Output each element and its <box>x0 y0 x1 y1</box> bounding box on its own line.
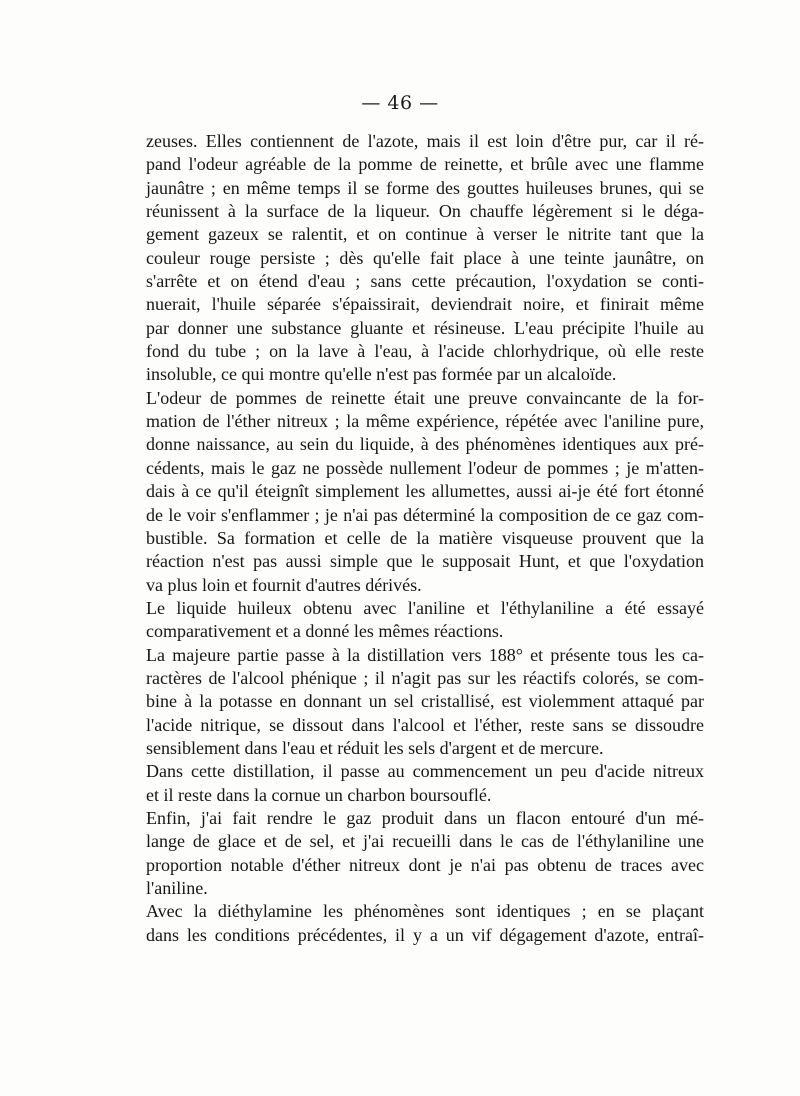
text-line: comparativement et a donné les mêmes réactions. <box>146 621 504 642</box>
text-line: réunissent à la surface de la liqueur. On chauffe légèrement si le déga- <box>146 201 704 222</box>
text-line: L'odeur de pommes de reinette était une preuve convaincante de la for- <box>146 387 704 408</box>
text-line: proportion notable d'éther nitreux dont je n'ai pas obtenu de traces avec <box>146 854 704 875</box>
text-line: Dans cette distillation, il passe au commencement un peu d'acide nitreux <box>146 761 704 782</box>
text-line: ractères de l'alcool phénique ; il n'agit pas sur les réactifs colorés, se com- <box>146 667 704 688</box>
text-line: sensiblement dans l'eau et réduit les sels d'argent et de mercure. <box>146 737 604 758</box>
text-line: Le liquide huileux obtenu avec l'aniline et l'éthylaniline a été essayé <box>146 597 704 618</box>
text-line: l'acide nitrique, se dissout dans l'alcool et l'éther, reste sans se dissoudre <box>146 714 704 735</box>
text-line: pand l'odeur agréable de la pomme de reinette, et brûle avec une flamme <box>146 154 704 175</box>
page-number: — 46 — <box>361 92 439 114</box>
text-line: mation de l'éther nitreux ; la même expérience, répétée avec l'aniline pure, <box>146 411 704 432</box>
text-line: par donner une substance gluante et résineuse. L'eau précipite l'huile au <box>146 317 704 338</box>
text-line: Enfin, j'ai fait rendre le gaz produit dans un flacon entouré d'un mé- <box>146 807 704 828</box>
text-line: dans les conditions précédentes, il y a un vif dégagement d'azote, entraî- <box>146 924 704 945</box>
text-line: nuerait, l'huile séparée s'épaissirait, deviendrait noire, et finirait même <box>146 294 704 315</box>
text-line: cédents, mais le gaz ne possède nullement l'odeur de pommes ; je m'atten- <box>146 457 704 478</box>
text-line: fond du tube ; on la lave à l'eau, à l'acide chlorhydrique, où elle reste <box>146 341 704 362</box>
text-line: lange de glace et de sel, et j'ai recueilli dans le cas de l'éthylaniline une <box>146 831 704 852</box>
text-line: de le voir s'enflammer ; je n'ai pas déterminé la composition de ce gaz com- <box>146 504 704 525</box>
text-line: réaction n'est pas aussi simple que le supposait Hunt, et que l'oxydation <box>146 551 704 572</box>
text-line: La majeure partie passe à la distillation vers 188° et présente tous les ca- <box>146 644 704 665</box>
text-line: dais à ce qu'il éteignît simplement les allumettes, aussi ai-je été fort étonné <box>146 481 704 502</box>
text-line: donne naissance, au sein du liquide, à des phénomènes identiques aux pré- <box>146 434 704 455</box>
text-line: insoluble, ce qui montre qu'elle n'est pas formée par un alcaloïde. <box>146 364 617 385</box>
body-text <box>146 130 704 947</box>
text-line: et il reste dans la cornue un charbon boursouflé. <box>146 784 492 805</box>
text-line: gement gazeux se ralentit, et on continue à verser le nitrite tant que la <box>146 224 704 245</box>
text-line: bustible. Sa formation et celle de la matière visqueuse prouvent que la <box>146 527 704 548</box>
text-line: l'aniline. <box>146 878 208 898</box>
text-line: bine à la potasse en donnant un sel cristallisé, est violemment attaqué par <box>146 691 704 712</box>
text-line: jaunâtre ; en même temps il se forme des gouttes huileuses brunes, qui se <box>146 177 704 198</box>
text-line: zeuses. Elles contiennent de l'azote, mais il est loin d'être pur, car il ré- <box>146 131 704 151</box>
text-line: s'arrête et on étend d'eau ; sans cette précaution, l'oxydation se conti- <box>146 271 704 292</box>
text-line: va plus loin et fournit d'autres dérivés. <box>146 574 422 595</box>
text-line: Avec la diéthylamine les phénomènes sont identiques ; en se plaçant <box>146 901 704 922</box>
text-line: couleur rouge persiste ; dès qu'elle fait place à une teinte jaunâtre, on <box>146 247 704 268</box>
